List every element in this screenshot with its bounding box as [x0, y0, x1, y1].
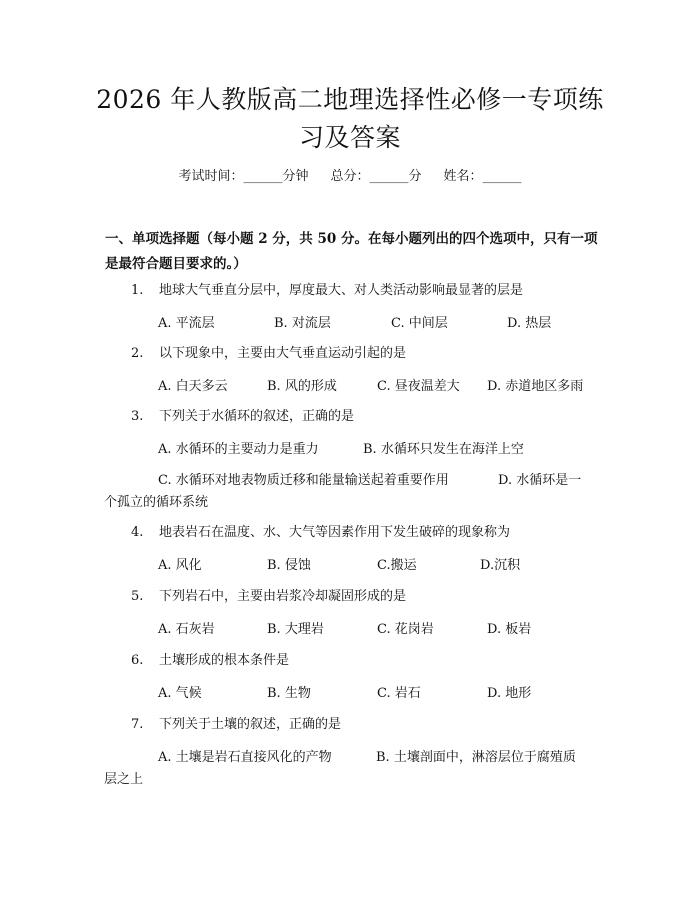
exam-time-field: 考试时间：______分钟 [178, 169, 309, 184]
question-1 [131, 280, 523, 302]
q2-option-d: D. 赤道地区多雨 [487, 379, 584, 394]
total-score-field: 总分：______分 [330, 169, 422, 184]
q7-option-a: A. 土壤是岩石直接风化的产物 [158, 750, 332, 765]
q1-option-d: D. 热层 [507, 316, 552, 331]
question-number: 3. [131, 409, 144, 424]
section-heading-line-1: 一、单项选择题（每小题 2 分，共 50 分。在每小题列出的四个选项中，只有一项 [105, 231, 598, 247]
q1-option-b: B. 对流层 [274, 316, 331, 331]
question-text: 地球大气垂直分层中，厚度最大、对人类活动影响最显著的层是 [159, 283, 524, 298]
question-number: 5. [131, 589, 144, 604]
q3-option-d-continued: 个孤立的循环系统 [104, 495, 209, 510]
q2-option-c: C. 昼夜温差大 [377, 379, 460, 394]
q1-option-a: A. 平流层 [158, 316, 215, 331]
question-number: 6. [131, 653, 144, 668]
q5-option-b: B. 大理岩 [267, 622, 324, 637]
question-3 [131, 406, 354, 428]
q5-option-d: D. 板岩 [487, 622, 532, 637]
q6-option-b: B. 生物 [267, 686, 311, 701]
question-number: 7. [131, 717, 144, 732]
q6-option-d: D. 地形 [487, 686, 532, 701]
question-text: 土壤形成的根本条件是 [159, 653, 290, 668]
question-number: 1. [131, 283, 144, 298]
q5-option-c: C. 花岗岩 [377, 622, 434, 637]
question-text: 以下现象中，主要由大气垂直运动引起的是 [159, 346, 407, 361]
document-title-line-1: 2026 年人教版高二地理选择性必修一专项练 [96, 85, 604, 114]
question-number: 2. [131, 346, 144, 361]
q2-option-a: A. 白天多云 [158, 379, 228, 394]
question-text: 下列岩石中，主要由岩浆冷却凝固形成的是 [159, 589, 407, 604]
question-number: 4. [131, 525, 144, 540]
student-name-field: 姓名：______ [443, 169, 522, 184]
question-6 [131, 650, 289, 672]
q3-option-b: B. 水循环只发生在海洋上空 [363, 442, 524, 457]
q5-option-a: A. 石灰岩 [158, 622, 215, 637]
q3-option-a: A. 水循环的主要动力是重力 [158, 442, 319, 457]
question-5 [131, 586, 406, 608]
section-heading-line-2: 是最符合题目要求的。） [105, 256, 247, 272]
question-text: 下列关于水循环的叙述，正确的是 [159, 409, 355, 424]
question-2 [131, 343, 406, 365]
q6-option-a: A. 气候 [158, 686, 202, 701]
question-text: 地表岩石在温度、水、大气等因素作用下发生破碎的现象称为 [159, 525, 511, 540]
q7-option-b-continued: 层之上 [104, 772, 144, 787]
q7-option-b: B. 土壤剖面中，淋溶层位于腐殖质 [376, 750, 576, 765]
document-title-line-2: 习及答案 [298, 123, 401, 152]
question-7 [131, 714, 341, 736]
q4-option-d: D.沉积 [480, 558, 521, 573]
question-text: 下列关于土壤的叙述，正确的是 [159, 717, 342, 732]
q2-option-b: B. 风的形成 [267, 379, 337, 394]
q4-option-b: B. 侵蚀 [267, 558, 311, 573]
q3-option-d: D. 水循环是一 [498, 473, 582, 488]
exam-meta-row [0, 166, 700, 188]
q3-option-c: C. 水循环对地表物质迁移和能量输送起着重要作用 [158, 473, 449, 488]
question-4 [131, 522, 510, 544]
q1-option-c: C. 中间层 [391, 316, 448, 331]
q4-option-a: A. 风化 [158, 558, 202, 573]
q6-option-c: C. 岩石 [377, 686, 421, 701]
q4-option-c: C.搬运 [377, 558, 417, 573]
